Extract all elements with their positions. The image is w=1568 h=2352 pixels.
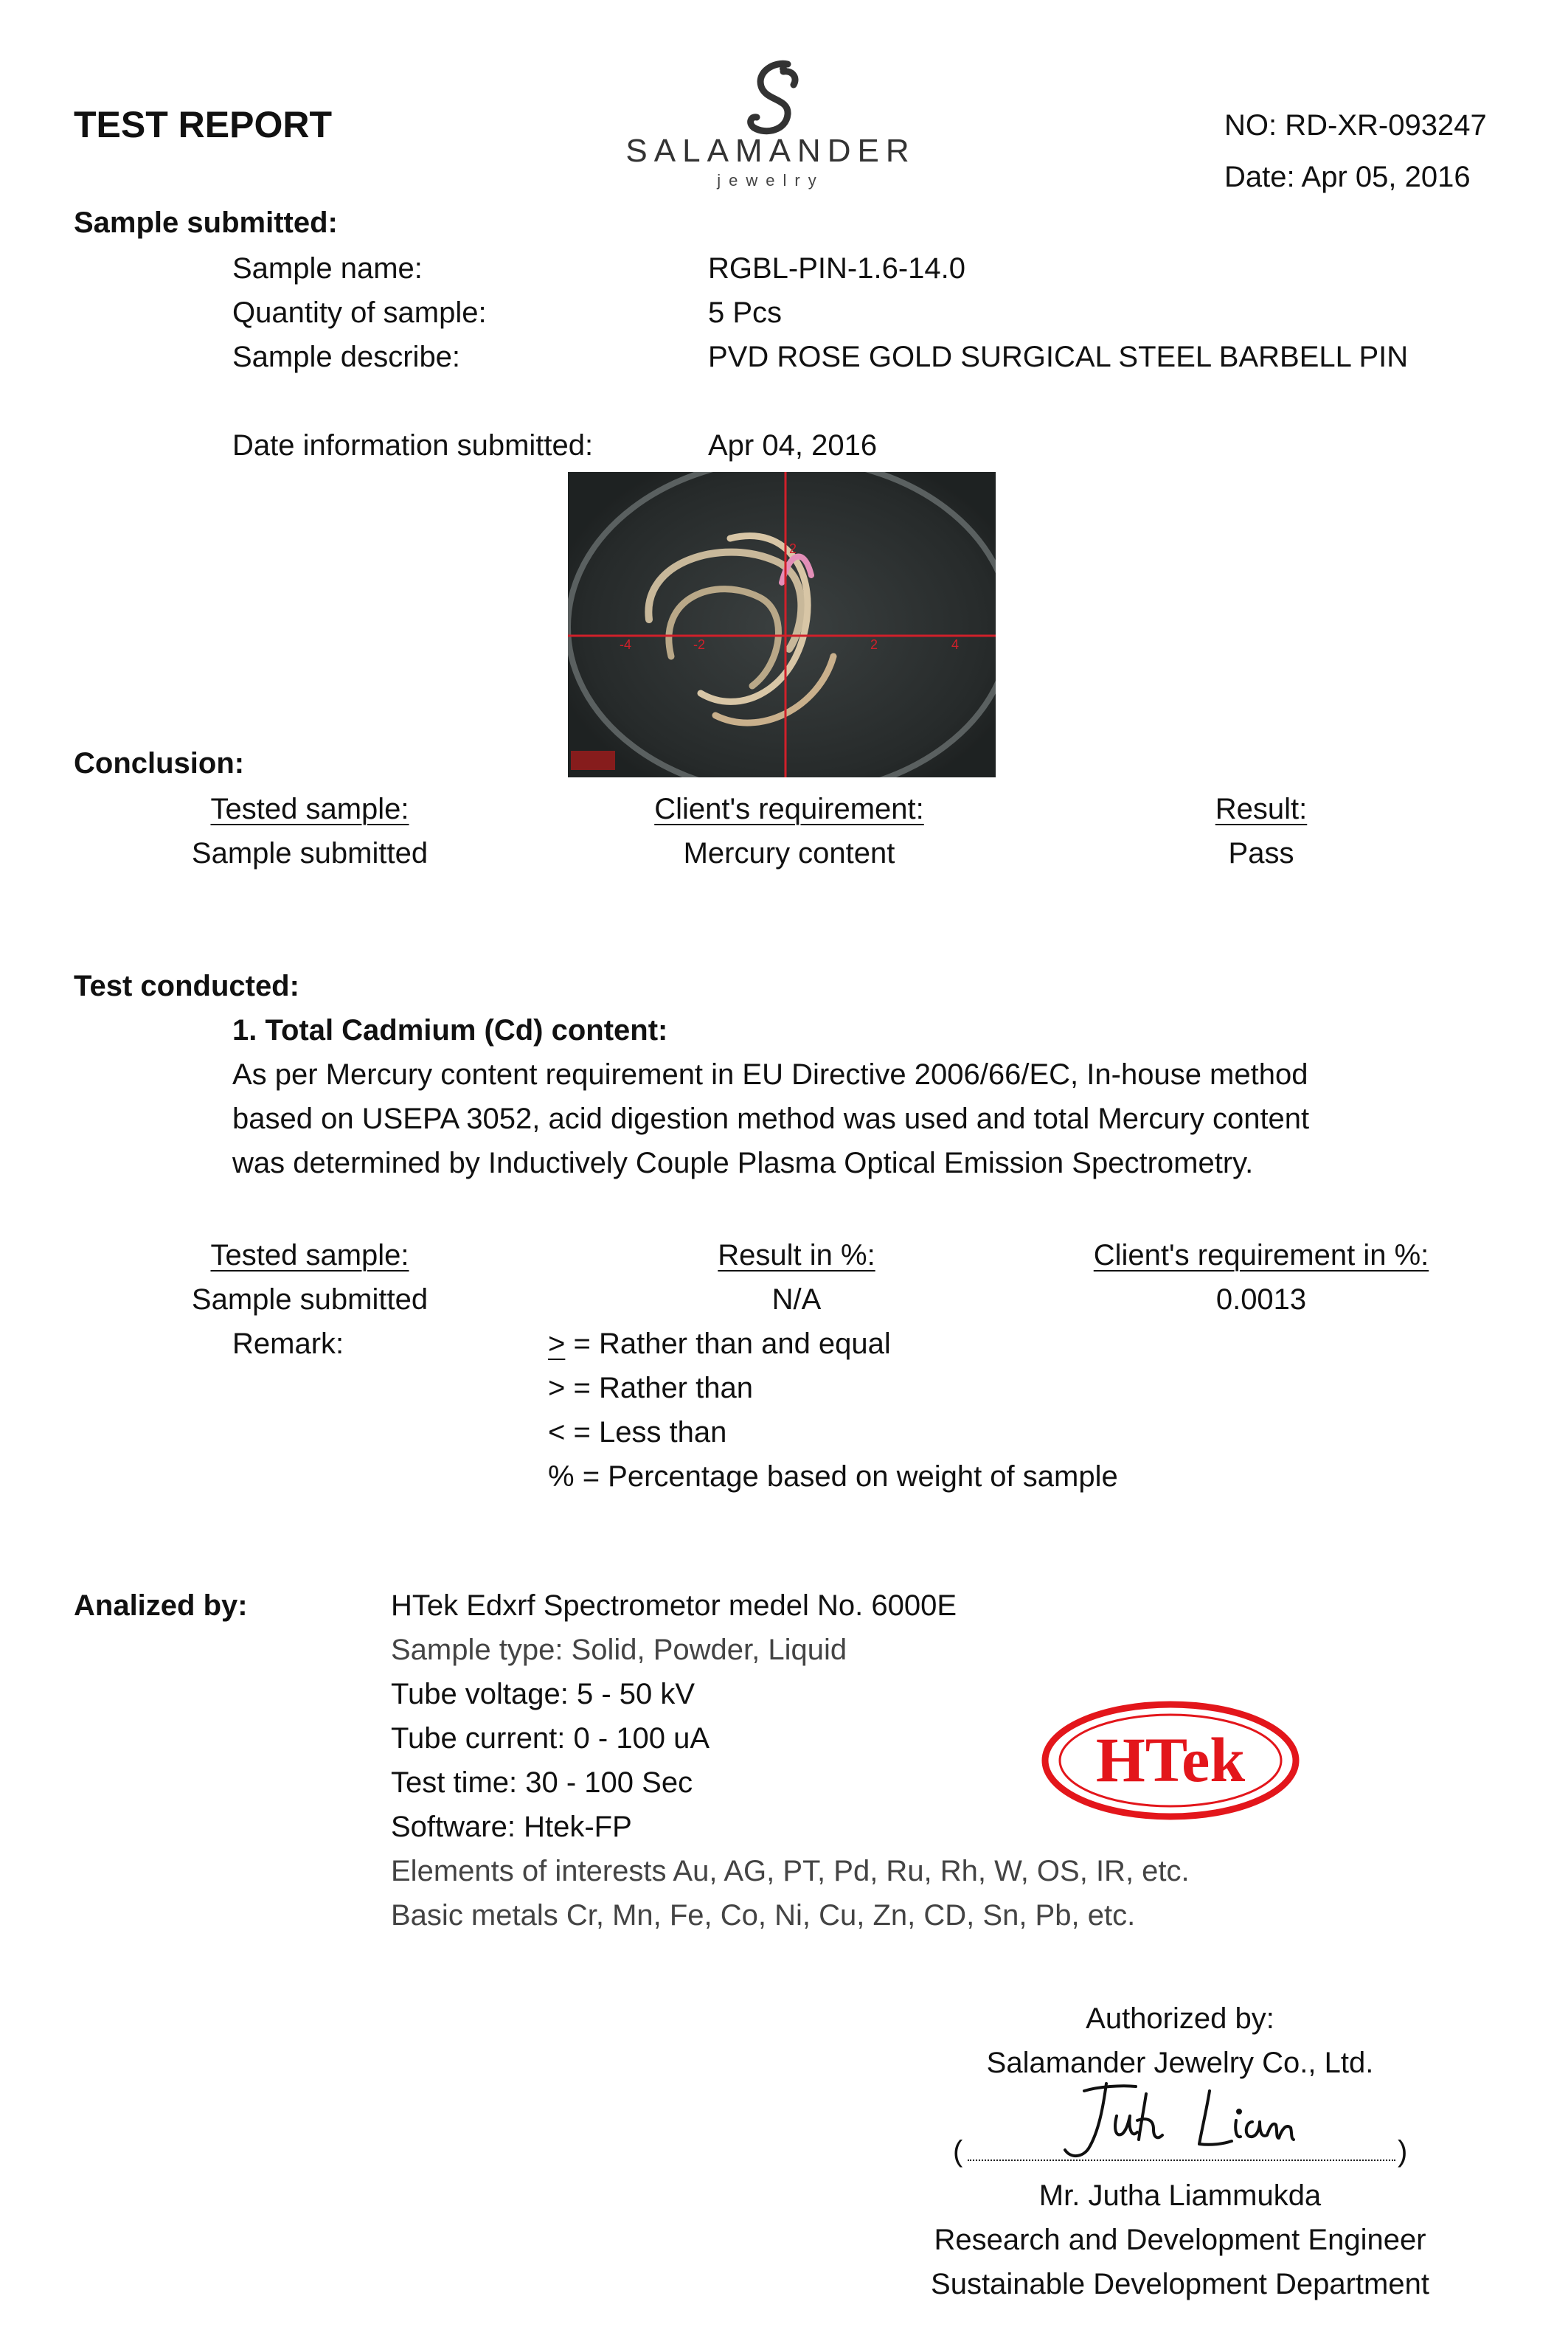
signature-close-paren: ) [1398,2135,1408,2168]
svg-text:-2: -2 [693,637,706,652]
signature-open-paren: ( [953,2135,963,2168]
test-result-header: Result in %: [718,1239,875,1272]
sample-describe-value: PVD ROSE GOLD SURGICAL STEEL BARBELL PIN [708,341,1409,373]
conclusion-heading: Conclusion: [74,747,245,780]
remark-line-1 [548,1328,891,1361]
test-subheading: 1. Total Cadmium (Cd) content: [232,1014,668,1047]
sample-heading: Sample submitted: [74,207,338,239]
remark-text-4: = Percentage based on weight of sample [574,1460,1118,1493]
remark-symbol-2: > [548,1372,566,1404]
analyzer-label: Analized by: [74,1589,248,1622]
svg-text:-4: -4 [620,637,632,652]
remark-text-3: = Less than [565,1416,727,1449]
analyzer-line-3: Tube voltage: 5 - 50 kV [391,1678,695,1710]
analyzer-line-6: Software: Htek-FP [391,1811,632,1843]
remark-label: Remark: [232,1328,344,1360]
salamander-wordmark: SALAMANDER [625,133,916,169]
remark-line-4 [548,1460,1118,1494]
test-tested-sample-header: Tested sample: [210,1239,409,1272]
signer-position: Research and Development Engineer [934,2224,1426,2256]
analyzer-line-1: HTek Edxrf Spectrometor medel No. 6000E [391,1589,957,1622]
analyzer-line-8: Basic metals Cr, Mn, Fe, Co, Ni, Cu, Zn, CD, Sn, Pb, etc. [391,1899,1136,1932]
htek-logo-text: HTek [1095,1724,1246,1795]
conclusion-tested-sample-value: Sample submitted [191,837,429,870]
conclusion-tested-sample-header: Tested sample: [210,793,409,825]
report-title: TEST REPORT [74,104,333,145]
svg-text:4: 4 [951,637,960,652]
conclusion-result-value: Pass [1228,837,1294,870]
analyzer-line-2: Sample type: Solid, Powder, Liquid [391,1634,847,1666]
analyzer-line-7: Elements of interests Au, AG, PT, Pd, Ru, Rh, W, OS, IR, etc. [391,1855,1190,1887]
analyzer-line-5: Test time: 30 - 100 Sec [391,1766,693,1799]
conclusion-result-header: Result: [1215,793,1308,825]
date-submitted-label: Date information submitted: [232,429,594,462]
sample-name-value: RGBL-PIN-1.6-14.0 [708,252,966,285]
remark-line-3 [548,1416,726,1449]
test-tested-sample-value: Sample submitted [191,1283,429,1316]
test-paragraph-line-2: based on USEPA 3052, acid digestion method was used and total Mercury content [232,1103,1310,1135]
sample-quantity-label: Quantity of sample: [232,296,487,329]
signer-name: Mr. Jutha Liammukda [1038,2179,1322,2212]
sample-quantity-value: 5 Pcs [708,296,783,329]
test-heading: Test conducted: [74,970,299,1002]
sample-photo [568,472,996,777]
signer-department: Sustainable Development Department [931,2268,1429,2300]
remark-symbol-1: > [548,1328,566,1360]
htek-logo [1040,1700,1302,1822]
remark-line-2 [548,1372,753,1405]
test-requirement-header: Client's requirement in %: [1093,1239,1429,1272]
conclusion-requirement-header: Client's requirement: [654,793,924,825]
svg-text:2: 2 [870,637,878,652]
remark-text-1: = Rather than and equal [565,1328,891,1360]
authorized-by: Authorized by: [1086,2002,1274,2035]
remark-symbol-3: < [548,1416,566,1449]
conclusion-requirement-value: Mercury content [683,837,895,870]
remark-symbol-4: % [548,1460,575,1493]
date-submitted-value: Apr 04, 2016 [708,429,878,462]
test-requirement-value: 0.0013 [1215,1283,1307,1316]
sample-name-label: Sample name: [232,252,423,285]
test-paragraph-line-1: As per Mercury content requirement in EU Directive 2006/66/EC, In-house method [232,1058,1308,1091]
test-paragraph-line-3: was determined by Inductively Couple Plasma Optical Emission Spectrometry. [232,1147,1254,1179]
analyzer-line-4: Tube current: 0 - 100 uA [391,1722,710,1755]
test-result-value: N/A [771,1283,822,1316]
report-number: NO: RD-XR-093247 [1224,109,1487,142]
sample-describe-label: Sample describe: [232,341,461,373]
report-date: Date: Apr 05, 2016 [1224,161,1471,193]
remark-text-2: = Rather than [565,1372,753,1404]
svg-text:2: 2 [789,541,797,556]
salamander-subtitle: jewelry [717,171,825,190]
handwritten-signature [1055,2076,1298,2165]
company-name: Salamander Jewelry Co., Ltd. [986,2047,1374,2079]
